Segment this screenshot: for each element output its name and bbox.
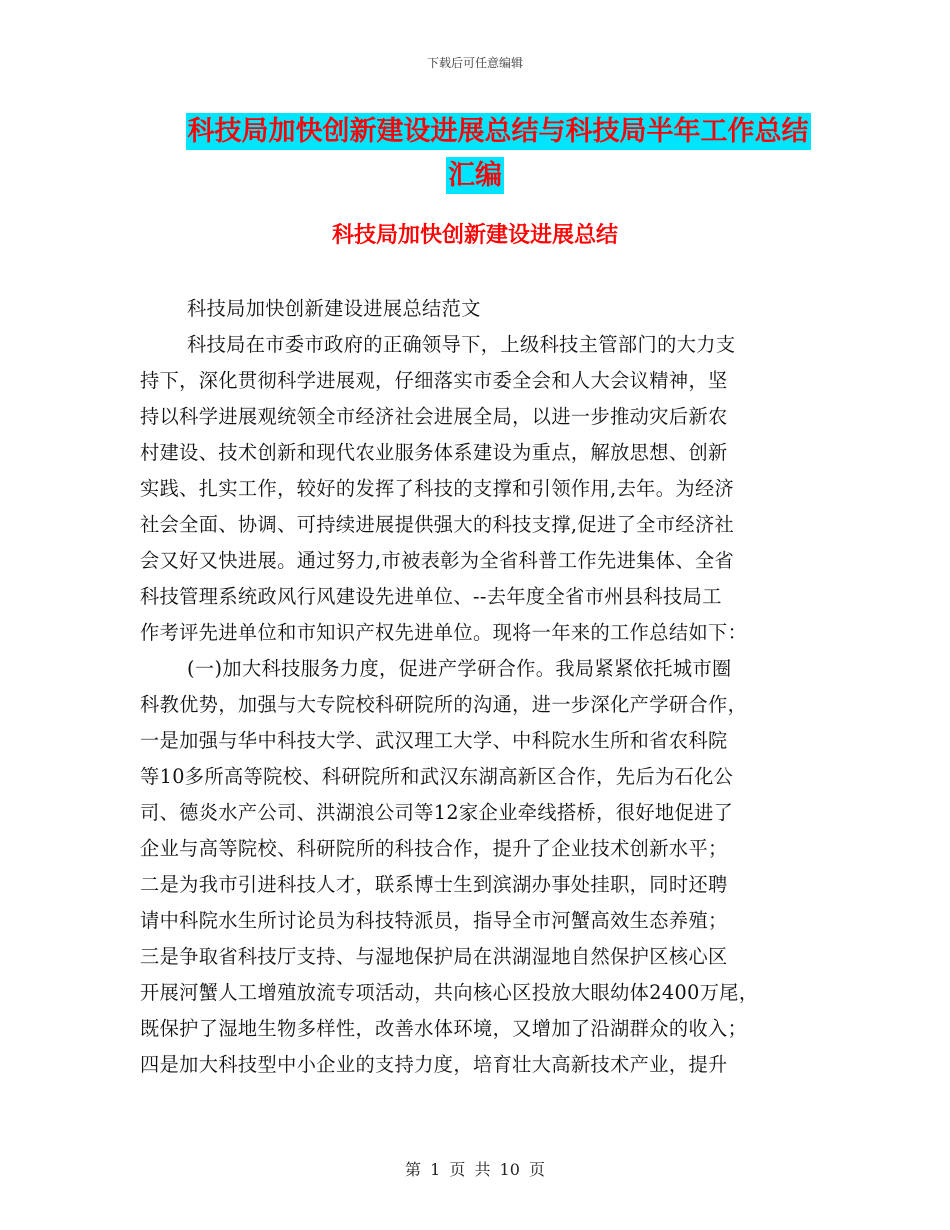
body-line: 科技管理系统政风行风建设先进单位、--去年度全省市州县科技局工 [140, 585, 722, 608]
body-line: 三是争取省科技厅支持、与湿地保护局在洪湖湿地自然保护区核心区 [140, 945, 728, 968]
document-title-line-1 [23, 113, 950, 151]
body-line: 作考评先进单位和市知识产权先进单位。现将一年来的工作总结如下： [140, 621, 748, 644]
body-line: 司、德炎水产公司、洪湖浪公司等12家企业牵线搭桥，很好地促进了 [140, 801, 734, 824]
body-line: 科技局在市委市政府的正确领导下，上级科技主管部门的大力支 [187, 333, 736, 356]
header-note: 下载后可任意编辑 [426, 56, 523, 70]
body-line: 科技局加快创新建设进展总结范文 [187, 297, 481, 320]
body-line: 持下，深化贯彻科学进展观，仔细落实市委全会和人大会议精神，坚 [140, 369, 728, 392]
section-title: 科技局加快创新建设进展总结 [331, 223, 618, 248]
body-line: 村建设、技术创新和现代农业服务体系建设为重点，解放思想、创新 [140, 441, 728, 464]
body-line: (一)加大科技服务力度，促进产学研合作。我局紧紧依托城市圈 [187, 657, 732, 680]
body-line: 开展河蟹人工增殖放流专项活动，共向核心区投放大眼幼体2400万尾， [140, 981, 759, 1004]
document-title-text-1: 科技局加快创新建设进展总结与科技局半年工作总结 [186, 113, 811, 150]
body-line: 四是加大科技型中小企业的支持力度，培育壮大高新技术产业，提升 [140, 1053, 728, 1076]
body-line: 企业与高等院校、科研院所的科技合作，提升了企业技术创新水平； [140, 837, 728, 860]
body-line: 请中科院水生所讨论员为科技特派员，指导全市河蟹高效生态养殖； [140, 909, 728, 932]
body-line: 科教优势，加强与大专院校科研院所的沟通，进一步深化产学研合作， [140, 693, 748, 716]
body-line: 会又好又快进展。通过努力,市被表彰为全省科普工作先进集体、全省 [140, 549, 735, 572]
body-line: 持以科学进展观统领全市经济社会进展全局，以进一步推动灾后新农 [140, 405, 728, 428]
body-line: 二是为我市引进科技人才，联系博士生到滨湖办事处挂职，同时还聘 [140, 873, 728, 896]
document-title-text-2: 汇编 [446, 157, 504, 194]
body-line: 一是加强与华中科技大学、武汉理工大学、中科院水生所和省农科院 [140, 729, 728, 752]
body-line: 社会全面、协调、可持续进展提供强大的科技支撑,促进了全市经济社 [140, 513, 735, 536]
document-title-line-2 [0, 157, 950, 195]
body-line: 等10多所高等院校、科研院所和武汉东湖高新区合作，先后为石化公 [140, 765, 734, 788]
body-line: 实践、扎实工作，较好的发挥了科技的支撑和引领作用,去年。为经济 [140, 477, 735, 500]
body-line: 既保护了湿地生物多样性，改善水体环境，又增加了沿湖群众的收入； [140, 1017, 748, 1040]
body-text [140, 291, 820, 1083]
page-footer: 第 1 页 共 10 页 [405, 1160, 545, 1179]
